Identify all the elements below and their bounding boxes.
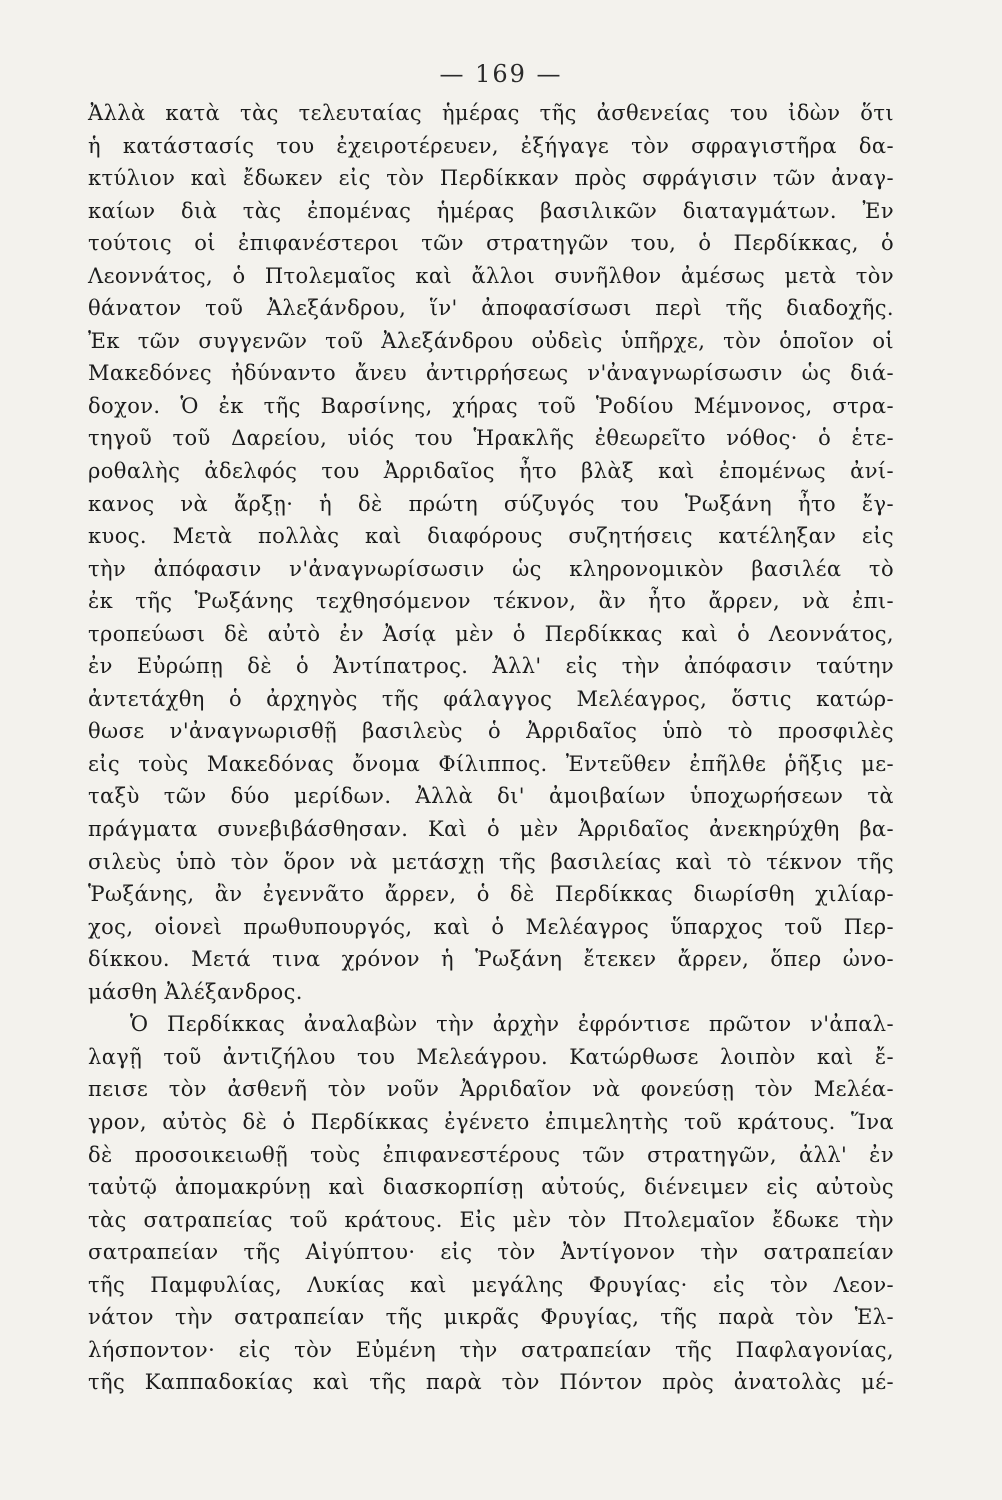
text-line: καίων διὰ τὰς ἐπομένας ἡμέρας βασιλικῶν διαταγμάτων. Ἐν <box>88 198 894 223</box>
text-line: Ἐκ τῶν συγγενῶν τοῦ Ἀλεξάνδρου οὐδεὶς ὑπῆρχε, τὸν ὁποῖον οἱ <box>88 328 894 353</box>
text-line: εἰς τοὺς Μακεδόνας ὄνομα Φίλιππος. Ἐντεῦθεν ἐπῆλθε ῥῆξις με- <box>88 751 894 776</box>
text-line: δίκκου. Μετά τινα χρόνον ἡ Ῥωξάνη ἔτεκεν ἄρρεν, ὅπερ ὠνο- <box>88 947 894 972</box>
text-line: τροπεύωσι δὲ αὐτὸ ἐν Ἀσίᾳ μὲν ὁ Περδίκκας καὶ ὁ Λεοννάτος, <box>88 621 894 646</box>
text-line: πράγματα συνεβιβάσθησαν. Καὶ ὁ μὲν Ἀρριδαῖος ἀνεκηρύχθη βα- <box>88 817 894 842</box>
text-line: τῆς Παμφυλίας, Λυκίας καὶ μεγάλης Φρυγίας· εἰς τὸν Λεον- <box>88 1272 894 1297</box>
text-line: θωσε ν'ἀναγνωρισθῇ βασιλεὺς ὁ Ἀρριδαῖος ὑπὸ τὸ προσφιλὲς <box>88 719 894 744</box>
text-line: τηγοῦ τοῦ Δαρείου, υἱός του Ἡρακλῆς ἐθεωρεῖτο νόθος· ὁ ἑτε- <box>88 426 894 451</box>
text-line: ἐν Εὐρώπῃ δὲ ὁ Ἀντίπατρος. Ἀλλ' εἰς τὴν ἀπόφασιν ταύτην <box>88 654 894 679</box>
text-line: ροθαλὴς ἀδελφός του Ἀρριδαῖος ἦτο βλὰξ καὶ ἐπομένως ἀνί- <box>88 459 894 484</box>
text-line: τῆς Καππαδοκίας καὶ τῆς παρὰ τὸν Πόντον πρὸς ἀνατολὰς μέ- <box>88 1370 894 1395</box>
text-line: κτύλιον καὶ ἔδωκεν εἰς τὸν Περδίκκαν πρὸς σφράγισιν τῶν ἀναγ- <box>88 166 894 191</box>
text-line: τούτοις οἱ ἐπιφανέστεροι τῶν στρατηγῶν του, ὁ Περδίκκας, ὁ <box>88 231 894 256</box>
text-line: κανος νὰ ἄρξῃ· ἡ δὲ πρώτη σύζυγός του Ῥωξάνη ἦτο ἔγ- <box>88 491 894 516</box>
text-line: τὴν ἀπόφασιν ν'ἀναγνωρίσωσιν ὡς κληρονομικὸν βασιλέα τὸ <box>88 556 894 581</box>
text-line: γρον, αὐτὸς δὲ ὁ Περδίκκας ἐγένετο ἐπιμελητὴς τοῦ κράτους. Ἵνα <box>88 1109 894 1134</box>
text-line: Μακεδόνες ἠδύναντο ἄνευ ἀντιρρήσεως ν'ἀναγνωρίσωσιν ὡς διά- <box>88 361 894 386</box>
text-line: σιλεὺς ὑπὸ τὸν ὅρον νὰ μετάσχῃ τῆς βασιλείας καὶ τὸ τέκνον τῆς <box>88 849 894 874</box>
text-line: χος, οἱονεὶ πρωθυπουργός, καὶ ὁ Μελέαγρος ὕπαρχος τοῦ Περ- <box>88 914 894 939</box>
text-line: θάνατον τοῦ Ἀλεξάνδρου, ἵν' ἀποφασίσωσι περὶ τῆς διαδοχῆς. <box>88 296 894 321</box>
text-line: Ῥωξάνης, ἂν ἐγεννᾶτο ἄρρεν, ὁ δὲ Περδίκκας διωρίσθη χιλίαρ- <box>88 882 894 907</box>
body-text <box>88 97 894 1399</box>
paragraph-end-line: μάσθη Ἀλέξανδρος. <box>88 979 303 1004</box>
page-number: — 169 — <box>439 60 563 88</box>
text-line: Λεοννάτος, ὁ Πτολεμαῖος καὶ ἄλλοι συνῆλθον ἀμέσως μετὰ τὸν <box>88 263 894 288</box>
text-line: πεισε τὸν ἀσθενῆ τὸν νοῦν Ἀρριδαῖον νὰ φονεύσῃ τὸν Μελέα- <box>88 1077 894 1102</box>
text-line: ἐκ τῆς Ῥωξάνης τεχθησόμενον τέκνον, ἂν ἦτο ἄρρεν, νὰ ἐπι- <box>88 589 894 614</box>
text-line: λήσποντον· εἰς τὸν Εὐμένη τὴν σατραπείαν τῆς Παφλαγονίας, <box>88 1337 894 1362</box>
text-line: κυος. Μετὰ πολλὰς καὶ διαφόρους συζητήσεις κατέληξαν εἰς <box>88 524 894 549</box>
text-line: τὰς σατραπείας τοῦ κράτους. Εἰς μὲν τὸν Πτολεμαῖον ἔδωκε τὴν <box>88 1207 894 1232</box>
text-line: λαγῇ τοῦ ἀντιζήλου του Μελεάγρου. Κατώρθωσε λοιπὸν καὶ ἔ- <box>88 1044 894 1069</box>
text-line: Ἀλλὰ κατὰ τὰς τελευταίας ἡμέρας τῆς ἀσθενείας του ἰδὼν ὅτι <box>88 101 894 125</box>
text-line: ταξὺ τῶν δύο μερίδων. Ἀλλὰ δι' ἀμοιβαίων ὑποχωρήσεων τὰ <box>88 784 894 809</box>
text-line: δοχον. Ὁ ἐκ τῆς Βαρσίνης, χήρας τοῦ Ῥοδίου Μέμνονος, στρα- <box>88 393 894 418</box>
text-line: σατραπείαν τῆς Αἰγύπτου· εἰς τὸν Ἀντίγονον τὴν σατραπείαν <box>88 1240 894 1265</box>
paragraph-start-line: Ὁ Περδίκκας ἀναλαβὼν τὴν ἀρχὴν ἐφρόντισε πρῶτον ν'ἀπαλ- <box>130 1012 894 1037</box>
text-line: ἡ κατάστασίς του ἐχειροτέρευεν, ἐξήγαγε τὸν σφραγιστῆρα δα- <box>88 133 894 158</box>
text-line: νάτον τὴν σατραπείαν τῆς μικρᾶς Φρυγίας, τῆς παρὰ τὸν Ἑλ- <box>88 1305 894 1330</box>
text-line: ταὐτῷ ἀπομακρύνῃ καὶ διασκορπίσῃ αὐτούς, διένειμεν εἰς αὐτοὺς <box>88 1175 894 1200</box>
text-line: ἀντετάχθη ὁ ἀρχηγὸς τῆς φάλαγγος Μελέαγρος, ὅστις κατώρ- <box>88 686 894 711</box>
text-line: δὲ προσοικειωθῇ τοὺς ἐπιφανεστέρους τῶν στρατηγῶν, ἀλλ' ἐν <box>88 1142 894 1167</box>
